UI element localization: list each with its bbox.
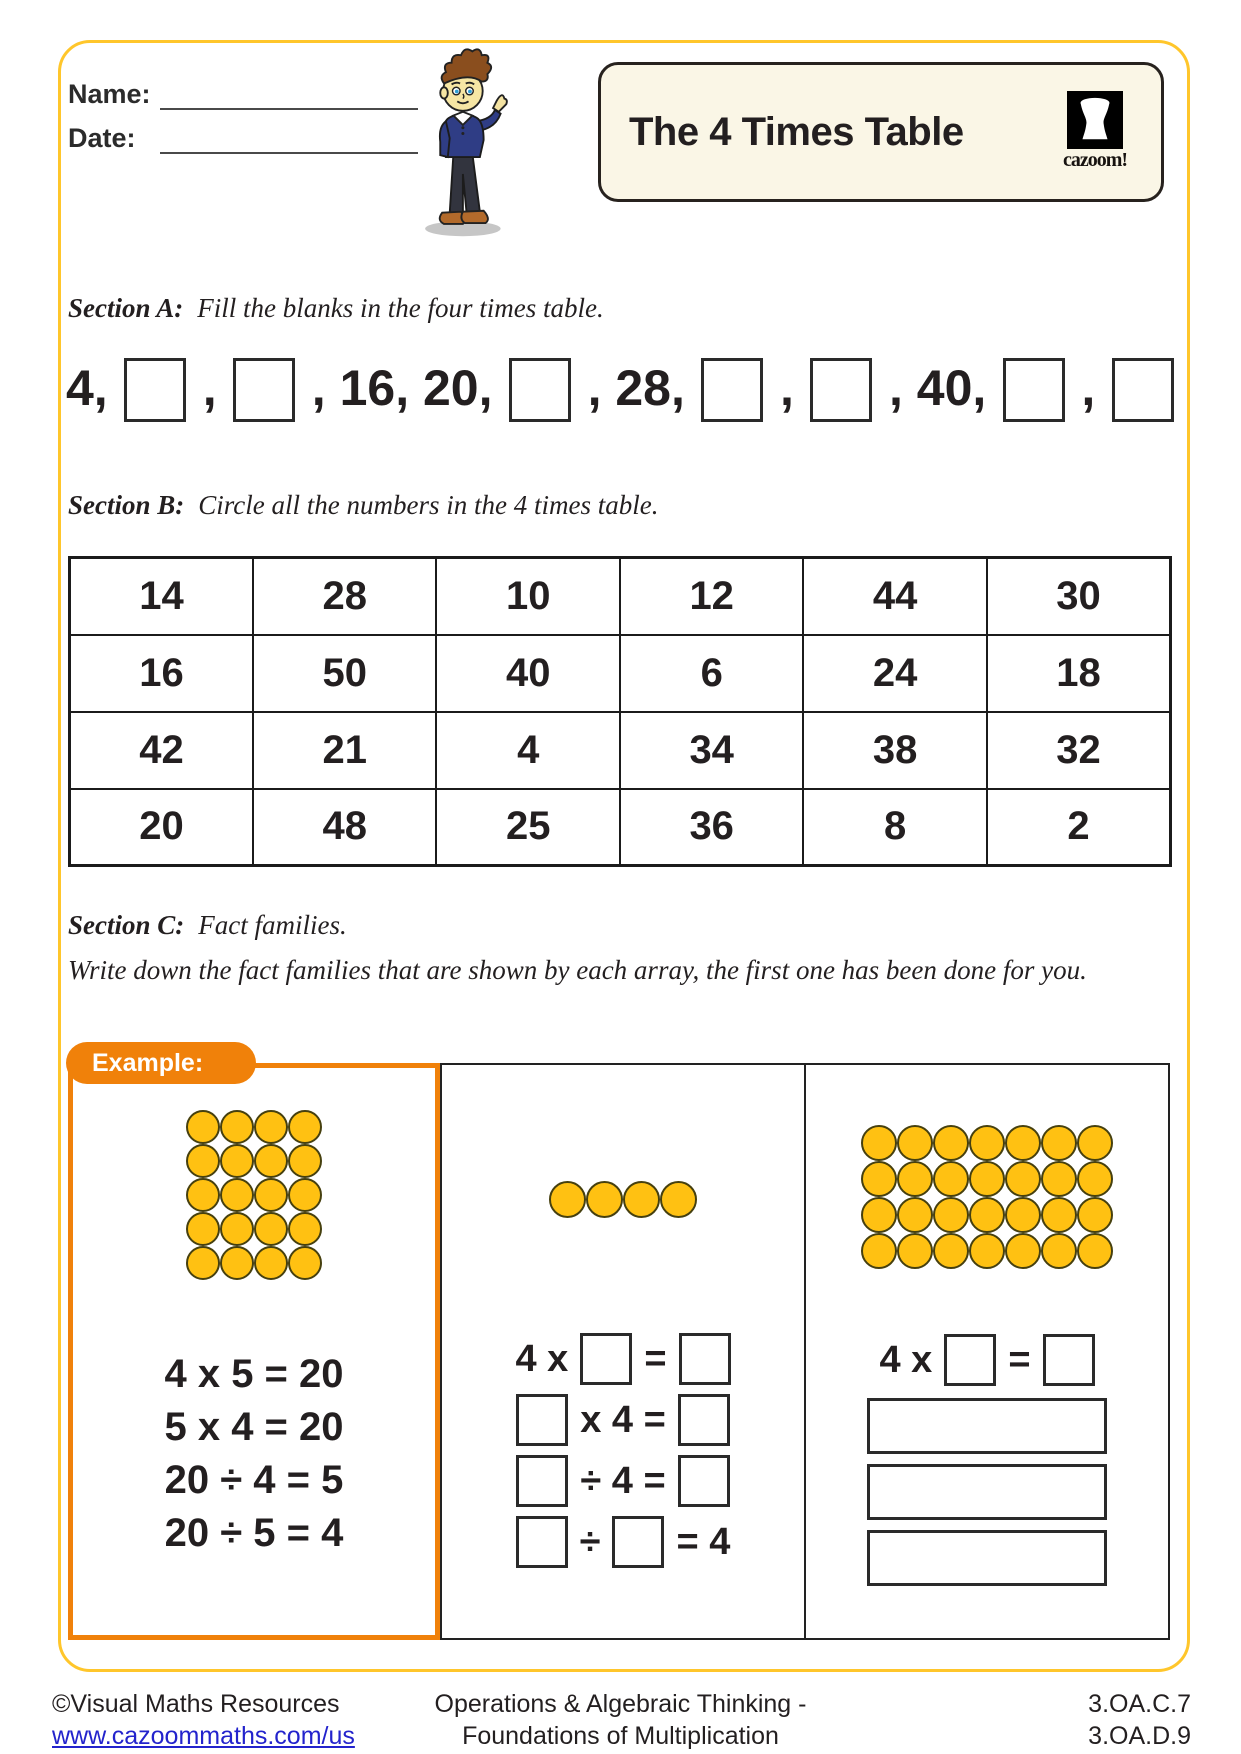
answer-box[interactable] bbox=[612, 1516, 664, 1568]
counter-dot bbox=[254, 1144, 288, 1178]
counter-dot bbox=[254, 1246, 288, 1280]
counter-dot bbox=[186, 1212, 220, 1246]
grid-number-cell[interactable]: 34 bbox=[620, 712, 803, 789]
equation-text: ÷ bbox=[579, 1520, 601, 1563]
counter-dot bbox=[288, 1110, 322, 1144]
dot-row bbox=[861, 1197, 1113, 1233]
number-grid-wrap bbox=[68, 556, 1172, 867]
counter-dot bbox=[186, 1110, 220, 1144]
answer-box[interactable] bbox=[701, 358, 763, 422]
grid-number-cell[interactable]: 44 bbox=[803, 558, 986, 635]
dot-array bbox=[186, 1110, 322, 1280]
equation-text: = bbox=[1008, 1338, 1031, 1381]
counter-dot bbox=[861, 1197, 897, 1233]
counter-dot bbox=[220, 1110, 254, 1144]
counter-dot bbox=[288, 1178, 322, 1212]
grid-number-cell[interactable]: 32 bbox=[987, 712, 1171, 789]
example-tab-label: Example: bbox=[92, 1048, 204, 1077]
grid-number-cell[interactable]: 36 bbox=[620, 789, 803, 866]
dot-array bbox=[549, 1181, 697, 1218]
counter-dot bbox=[220, 1246, 254, 1280]
equations-block bbox=[164, 1344, 343, 1563]
counter-dot bbox=[933, 1233, 969, 1269]
counter-dot bbox=[254, 1212, 288, 1246]
counter-dot bbox=[1005, 1197, 1041, 1233]
grid-number-cell[interactable]: 48 bbox=[253, 789, 436, 866]
counter-dot bbox=[1077, 1233, 1113, 1269]
footer-code-2: 3.OA.D.9 bbox=[1088, 1722, 1191, 1750]
cazoom-logo bbox=[1045, 91, 1145, 172]
sequence-number: , bbox=[202, 360, 217, 416]
grid-number-cell[interactable]: 30 bbox=[987, 558, 1171, 635]
counter-dot bbox=[660, 1181, 697, 1218]
grid-number-cell[interactable]: 40 bbox=[436, 635, 619, 712]
counter-dot bbox=[933, 1161, 969, 1197]
dot-row bbox=[861, 1233, 1113, 1269]
equations-block bbox=[867, 1327, 1107, 1591]
counter-dot bbox=[969, 1125, 1005, 1161]
number-grid-table bbox=[68, 556, 1172, 867]
example-equation: 20 ÷ 4 = 5 bbox=[164, 1458, 344, 1502]
counter-dot bbox=[254, 1110, 288, 1144]
answer-line-box[interactable] bbox=[867, 1398, 1107, 1454]
answer-box[interactable] bbox=[516, 1394, 568, 1446]
counter-dot bbox=[861, 1125, 897, 1161]
dot-row bbox=[861, 1161, 1113, 1197]
section-a-label: Section A: bbox=[68, 293, 184, 323]
answer-box[interactable] bbox=[509, 358, 571, 422]
example-equation: 4 x 5 = 20 bbox=[164, 1352, 344, 1396]
equation-text: 4 x bbox=[515, 1337, 569, 1380]
grid-number-cell[interactable]: 50 bbox=[253, 635, 436, 712]
grid-number-cell[interactable]: 28 bbox=[253, 558, 436, 635]
drum-logo-icon bbox=[1067, 91, 1123, 149]
counter-dot bbox=[969, 1161, 1005, 1197]
answer-box[interactable] bbox=[679, 1333, 731, 1385]
equation-row bbox=[879, 1332, 1094, 1388]
cartoon-boy-illustration bbox=[410, 42, 512, 240]
counter-dot bbox=[969, 1197, 1005, 1233]
answer-line-box[interactable] bbox=[867, 1530, 1107, 1586]
equation-text: = bbox=[644, 1337, 667, 1380]
times-table-sequence bbox=[66, 352, 1174, 422]
section-c-description: Write down the fact families that are shown by each array, the first one has been done for you. bbox=[68, 955, 1087, 985]
counter-dot bbox=[1077, 1125, 1113, 1161]
counter-dot bbox=[220, 1178, 254, 1212]
title-box bbox=[598, 62, 1164, 202]
fact-family-example-panel bbox=[68, 1063, 440, 1640]
answer-box[interactable] bbox=[1043, 1334, 1095, 1386]
grid-number-cell[interactable]: 25 bbox=[436, 789, 619, 866]
equation-text: x 4 = bbox=[580, 1398, 666, 1441]
answer-line-box[interactable] bbox=[867, 1464, 1107, 1520]
dot-row bbox=[186, 1144, 322, 1178]
page-title: The 4 Times Table bbox=[629, 109, 964, 154]
grid-number-cell[interactable]: 38 bbox=[803, 712, 986, 789]
name-field-row bbox=[68, 76, 418, 110]
section-c-label: Section C: bbox=[68, 910, 185, 940]
grid-row bbox=[70, 635, 1171, 712]
date-field-row bbox=[68, 120, 418, 154]
answer-box[interactable] bbox=[233, 358, 295, 422]
grid-number-cell[interactable]: 14 bbox=[70, 558, 253, 635]
example-equation: 20 ÷ 5 = 4 bbox=[164, 1511, 344, 1555]
dot-array bbox=[861, 1125, 1113, 1269]
counter-dot bbox=[254, 1178, 288, 1212]
counter-dot bbox=[1041, 1197, 1077, 1233]
footer-center bbox=[0, 1688, 1241, 1752]
answer-box[interactable] bbox=[944, 1334, 996, 1386]
section-b-heading bbox=[68, 490, 658, 521]
date-label: Date: bbox=[68, 123, 136, 153]
answer-box[interactable] bbox=[516, 1455, 568, 1507]
cartoon-boy-mascot-icon bbox=[410, 42, 512, 240]
counter-dot bbox=[897, 1161, 933, 1197]
footer-code-1: 3.OA.C.7 bbox=[1088, 1690, 1191, 1718]
footer-standard-line1: Operations & Algebraic Thinking - bbox=[434, 1690, 807, 1718]
counter-dot bbox=[1041, 1161, 1077, 1197]
equation-row bbox=[515, 1331, 730, 1387]
grid-number-cell[interactable]: 10 bbox=[436, 558, 619, 635]
grid-row bbox=[70, 789, 1171, 866]
counter-dot bbox=[288, 1144, 322, 1178]
dot-row bbox=[549, 1181, 697, 1218]
equation-row bbox=[515, 1453, 730, 1509]
counter-dot bbox=[186, 1246, 220, 1280]
counter-dot bbox=[897, 1233, 933, 1269]
footer-website-link[interactable]: www.cazoommaths.com/us bbox=[52, 1722, 355, 1750]
grid-number-cell[interactable]: 8 bbox=[803, 789, 986, 866]
grid-row bbox=[70, 712, 1171, 789]
grid-number-cell[interactable]: 2 bbox=[987, 789, 1171, 866]
equation-text: = 4 bbox=[676, 1520, 731, 1563]
section-b-instruction: Circle all the numbers in the 4 times table. bbox=[198, 490, 659, 520]
answer-box[interactable] bbox=[810, 358, 872, 422]
answer-box[interactable] bbox=[1003, 358, 1065, 422]
dot-row bbox=[861, 1125, 1113, 1161]
example-tab-badge bbox=[66, 1042, 256, 1084]
answer-box[interactable] bbox=[580, 1333, 632, 1385]
section-a-instruction: Fill the blanks in the four times table. bbox=[197, 293, 604, 323]
counter-dot bbox=[186, 1144, 220, 1178]
dot-row bbox=[186, 1246, 322, 1280]
section-c-heading bbox=[68, 910, 347, 941]
counter-dot bbox=[933, 1197, 969, 1233]
answer-box[interactable] bbox=[678, 1455, 730, 1507]
counter-dot bbox=[1005, 1161, 1041, 1197]
logo-wordmark: cazoom! bbox=[1062, 149, 1128, 171]
counter-dot bbox=[1077, 1197, 1113, 1233]
counter-dot bbox=[1041, 1125, 1077, 1161]
counter-dot bbox=[897, 1197, 933, 1233]
grid-number-cell[interactable]: 4 bbox=[436, 712, 619, 789]
grid-row bbox=[70, 558, 1171, 635]
counter-dot bbox=[586, 1181, 623, 1218]
date-input-line[interactable] bbox=[160, 120, 418, 154]
sequence-number: , 40, bbox=[888, 360, 987, 416]
dot-row bbox=[186, 1212, 322, 1246]
example-equation: 5 x 4 = 20 bbox=[164, 1405, 344, 1449]
fact-family-panels bbox=[68, 1063, 1172, 1640]
footer-right bbox=[1088, 1688, 1191, 1752]
grid-number-cell[interactable]: 6 bbox=[620, 635, 803, 712]
equations-block bbox=[515, 1326, 730, 1575]
answer-box[interactable] bbox=[1112, 358, 1174, 422]
section-b-label: Section B: bbox=[68, 490, 185, 520]
name-input-line[interactable] bbox=[160, 76, 418, 110]
answer-box[interactable] bbox=[124, 358, 186, 422]
dot-row bbox=[186, 1110, 322, 1144]
counter-dot bbox=[1005, 1233, 1041, 1269]
section-c-instruction: Fact families. bbox=[198, 910, 347, 940]
fact-family-problem-panel-1 bbox=[440, 1063, 806, 1640]
equation-row bbox=[515, 1514, 730, 1570]
counter-dot bbox=[623, 1181, 660, 1218]
grid-number-cell[interactable]: 12 bbox=[620, 558, 803, 635]
equation-text: 4 x bbox=[879, 1338, 933, 1381]
counter-dot bbox=[861, 1233, 897, 1269]
counter-dot bbox=[969, 1233, 1005, 1269]
fact-family-problem-panel-2 bbox=[804, 1063, 1170, 1640]
counter-dot bbox=[1077, 1161, 1113, 1197]
section-a-heading bbox=[68, 293, 604, 324]
answer-box[interactable] bbox=[516, 1516, 568, 1568]
counter-dot bbox=[220, 1144, 254, 1178]
counter-dot bbox=[933, 1125, 969, 1161]
sequence-number: , 16, 20, bbox=[311, 360, 493, 416]
equation-row bbox=[515, 1392, 730, 1448]
grid-number-cell[interactable]: 42 bbox=[70, 712, 253, 789]
equation-text: ÷ 4 = bbox=[580, 1459, 666, 1502]
grid-number-cell[interactable]: 24 bbox=[803, 635, 986, 712]
grid-number-cell[interactable]: 21 bbox=[253, 712, 436, 789]
footer-copyright: ©Visual Maths Resources bbox=[52, 1690, 340, 1718]
name-label: Name: bbox=[68, 79, 151, 109]
dot-row bbox=[186, 1178, 322, 1212]
sequence-number: 4, bbox=[66, 360, 108, 416]
footer-standard-line2: Foundations of Multiplication bbox=[462, 1722, 779, 1750]
counter-dot bbox=[186, 1178, 220, 1212]
sequence-number: , 28, bbox=[587, 360, 685, 416]
counter-dot bbox=[897, 1125, 933, 1161]
grid-number-cell[interactable]: 16 bbox=[70, 635, 253, 712]
counter-dot bbox=[220, 1212, 254, 1246]
counter-dot bbox=[1005, 1125, 1041, 1161]
counter-dot bbox=[1041, 1233, 1077, 1269]
answer-box[interactable] bbox=[678, 1394, 730, 1446]
counter-dot bbox=[861, 1161, 897, 1197]
grid-number-cell[interactable]: 20 bbox=[70, 789, 253, 866]
counter-dot bbox=[549, 1181, 586, 1218]
counter-dot bbox=[288, 1246, 322, 1280]
sequence-number: , bbox=[779, 360, 794, 416]
sequence-number: , bbox=[1081, 360, 1096, 416]
counter-dot bbox=[288, 1212, 322, 1246]
grid-number-cell[interactable]: 18 bbox=[987, 635, 1171, 712]
